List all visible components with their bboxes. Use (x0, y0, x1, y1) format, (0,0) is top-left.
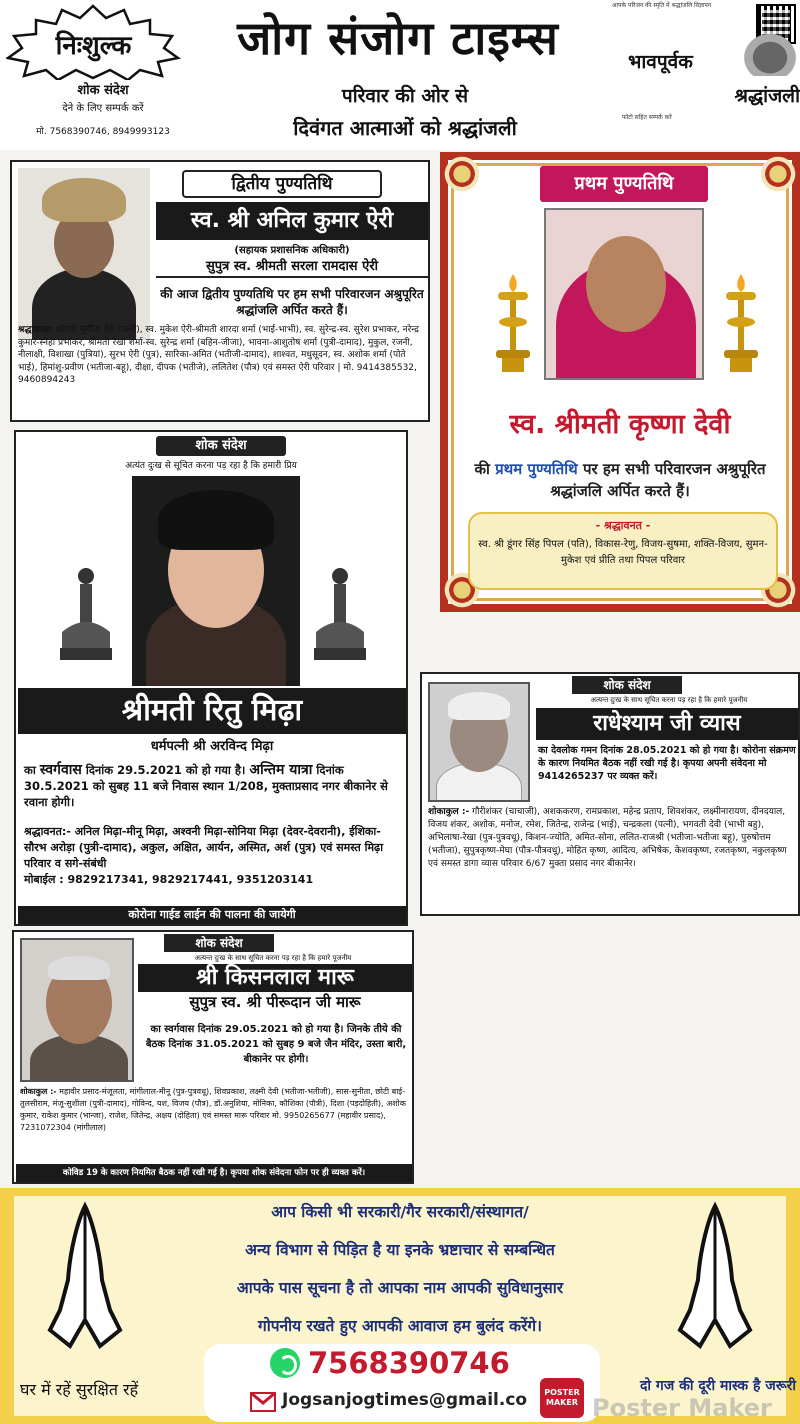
masthead-header (0, 0, 800, 150)
death-notice: का देवलोक गमन दिनांक 28.05.2021 को हो गया है। कोरोना संक्रमण के कारण नियमित बैठक नहीं रखी गई है। कृपया अपनी संवेदना मो 9414265237 पर व्यक्त करें। (538, 745, 796, 782)
condolence-heading: शोक संदेश (572, 676, 682, 694)
header-right-footer: फोटो सहित सम्पर्क करें (622, 114, 672, 121)
intro-line: अत्यंत दुःख से सूचित करना पड़ रहा है कि हमारी प्रिय (125, 461, 297, 471)
deceased-name: श्रीमती रितु मिढ़ा (18, 688, 406, 734)
yatra-details: दिनांक 30.5.2021 को सुबह 11 बजे निवास स्थान 1/208, मुक्ताप्रसाद नगर बीकानेर से रवाना होगी। (24, 763, 388, 809)
portrait-photo (428, 682, 530, 802)
spouse-line: धर्मपत्नी श्री अरविन्द मिढ़ा (150, 739, 274, 754)
covid-notice: कोविड 19 के कारण नियमित बैठक नहीं रखी गई है। कृपया शोक संवेदना फोन पर ही व्यक्त करें। (16, 1164, 412, 1182)
death-date: दिनांक 29.5.2021 को हो गया है। (85, 763, 246, 777)
gmail-icon (250, 1392, 276, 1412)
death-notice (24, 762, 402, 810)
msg-prefix: की (474, 460, 490, 478)
covid-notice: कोरोना गाईड लाईन की पालना की जायेगी (18, 906, 406, 924)
deity-statue-icon (310, 562, 370, 662)
obituary-kisanlal-maru (12, 930, 414, 1184)
free-badge (6, 4, 181, 80)
obituary-radheshyam-vyas (420, 672, 800, 916)
tagline-2: दिवंगत आत्माओं को श्रद्धांजली (293, 116, 517, 140)
poster-maker-logo: POSTER MAKER (540, 1378, 584, 1418)
distance-slogan: दो गज की दूरी मास्क है जरूरी (640, 1378, 796, 1394)
portrait-photo (18, 168, 150, 340)
family-list (428, 806, 798, 871)
condolence-heading: शोक संदेश (164, 934, 274, 952)
condolence-heading: शोक संदेश (156, 436, 286, 456)
appeal-line-2: अन्य विभाग से पिड़ित है या इनके भ्रष्टाचार से सम्बन्धित (245, 1241, 555, 1259)
family-label: शोकाकुल :- (20, 1087, 57, 1096)
shok-note: देने के लिए सम्पर्क करें (62, 103, 144, 114)
contact-email[interactable]: Jogsanjogtimes@gmail.co (282, 1390, 528, 1410)
family-names: अनिल मिढ़ा-मीनू मिढ़ा, अश्वनी मिढ़ा-सोनिया मिढ़ा (देवर-देवरानी), ईशिका-सौरभ अरोड़ा (पुत्री-दामाद), अकुल, अक्षित, आर्यन, अस्मित, अर्श (पुत्र) एवं समस्त मिढ़ा परिवार व सगे-संबंधी (24, 825, 384, 870)
tribute-word-1: भावपूर्वक (628, 51, 693, 73)
family-list (24, 824, 402, 888)
ornament-icon (442, 154, 482, 194)
oil-lamp-icon (716, 270, 766, 378)
folded-hands-icon (30, 1200, 140, 1350)
deceased-name: राधेश्याम जी व्यास (536, 708, 798, 740)
appeal-line-4: गोपनीय रखते हुए आपकी आवाज हम बुलंद करेंगे। (257, 1317, 543, 1335)
family-names: महावीर प्रसाद-मंजूलता, मांगीलाल-मीनू (पुत्र-पुत्रवधू), शिवप्रकाश, लक्ष्मी देवी (भतीजा-भतीजी), सास-सुनीता, छोटी बाई-तुलसीराम, मंजू-सुशीला (पुत्री-दामाद), गोविन्द, यश, विजय (पौत्र), डॉ.अनुशिया, मोनिका, कौशिका (पौत्री), दिशा (पड़दोहिती), अशोक कुमार, राकेश कुमार (भान्जा), राजेश, जितेन्द्र, अक्षय (दोहिता) एवं समस्त मारू परिवार मो. 9950265677 (महावीर प्रसाद), 7231072304 (मांगीलाल) (20, 1087, 406, 1132)
stay-safe-slogan: घर में रहें सुरक्षित रहें (20, 1380, 139, 1399)
parentage: सुपुत्र स्व. श्री पीरूदान जी मारू (189, 993, 361, 1011)
portrait-photo (132, 476, 300, 686)
msg-rest: पर हम सभी परिवारजन अश्रुपूरित श्रद्धांजलि अर्पित करते हैं। (550, 460, 766, 500)
appeal-line-3: आपके पास सूचना है तो आपका नाम आपकी सुविधानुसार (236, 1279, 564, 1297)
anniversary-heading: द्वितीय पुण्यतिथि (182, 170, 382, 198)
folded-hands-icon (660, 1200, 770, 1350)
free-label: निःशुल्क (55, 31, 132, 61)
family-label: श्रद्धावनत: (18, 325, 53, 335)
tagline-1: परिवार की ओर से (341, 85, 469, 107)
oil-lamp-icon (488, 270, 538, 378)
contact-phone[interactable]: 7568390746 (308, 1346, 510, 1380)
obituary-anil-kumar (10, 160, 430, 422)
obituary-ritu-midha (14, 430, 408, 926)
portrait-photo (20, 938, 134, 1082)
intro-line: अत्यन्त दुःख के साथ सूचित करना पड़ रहा है कि हमारे पूजनीय (590, 696, 748, 704)
yatra-word: अन्तिम यात्रा (249, 762, 313, 778)
portrait-photo (544, 208, 704, 380)
appeal-line-1: आप किसी भी सरकारी/गैर सरकारी/संस्थागत/ (271, 1203, 529, 1221)
deity-statue-icon (56, 562, 116, 662)
family-names: गौरीशंकर (चाचाजी), अशककरण, रामप्रकाश, महेन्द्र प्रताप, शिवशंकर, लक्ष्मीनारायण, दीनदयाल, विजय शंकर, अशोक, मनोज, रमेश, जितेन्द्र, राजेन्द्र (भाई), चन्द्रकला (पत्नी), भगवती देवी (भाभी बहु), अभिलाषा-रेखा (पुत्र-पुत्रवधू), किशन-ज्योति, अमित-सोना, ललित-राजश्री (भतीजा-भतीजा बहू), पुरुषोत्तम (भतीजा), सुपुत्रकृष्ण-मेघा (पौत्र-पौत्रवधू), मोहित कृष्ण, आदित्य, अभिषेक, केशवकृष्ण, रजतकृष्ण, नकुलकृष्ण एवं समस्त डागा व्यास परिवार 6/67 मुक्ता प्रसाद नगर बीकानेर। (428, 807, 787, 869)
tribute-word-2: श्रद्धांजली (734, 85, 800, 107)
deceased-name: स्व. श्री अनिल कुमार ऐरी (156, 202, 428, 240)
family-names: श्रीमती सुनीता ऐरी (पत्नी), स्व. मुकेश ऐरी-श्रीमती शारदा शर्मा (भाई-भाभी), स्व. सुरेन्द्र-स्व. सुरेश प्रभाकर, नरेन्द्र कुमार-स्नेहा प्रभाकर, श्रीमती रेखा शर्मा-स्व. सुरेन्द्र शर्मा (बहिन-जीजा), भावना-आशुतोष शर्मा (पुत्री-दामाद), मुकुल, रजनी, नीलाक्षी, विशाखा (पुत्रियां), सुरभ ऐरी (पुत्र), सारिका-अमित (भतीजी-दामाद), शाश्वत, मधुसूदन, स्व. अशोक शर्मा (पोते भाई), हिमांशु-प्रवीण (भतीजा-बहू), दीक्षा, दीपक (भतीजे), ललितेश (पौत्र) एवं समस्त ऐरी परिवार | मो. 9414385532, 9460894243 (18, 325, 419, 385)
mobile-numbers: मोबाईल : 9829217341, 9829217441, 9351203141 (24, 873, 314, 886)
shok-contact-block (18, 80, 188, 137)
obituary-krishna-devi (440, 152, 800, 612)
parentage: सुपुत्र स्व. श्रीमती सरला रामदास ऐरी (156, 256, 428, 278)
designation: (सहायक प्रशासनिक अधिकारी) (234, 245, 350, 256)
death-word: स्वर्गवास (39, 762, 82, 778)
ornament-icon (758, 154, 798, 194)
deceased-name: श्री किसनलाल मारू (138, 964, 412, 992)
deceased-name: स्व. श्रीमती कृष्णा देवी (509, 409, 731, 440)
family-names: स्व. श्री डूंगर सिंह पिपल (पति), विकास-रेणु, विजय-सुषमा, शक्ति-विजय, सुमन-मुकेश एवं प्रीति तथा पिपल परिवार (478, 539, 768, 566)
death-prefix: का (24, 763, 36, 777)
family-label: शोकाकुल :- (428, 807, 470, 817)
header-right-note: आपके परिजन की स्मृति में श्रद्धांजलि विज्ञापन (612, 2, 712, 9)
msg-highlight: प्रथम पुण्यतिथि (495, 460, 578, 478)
header-phones: मो. 7568390746, 8949993123 (36, 127, 170, 137)
watermark: Poster Maker (592, 1394, 772, 1422)
death-notice: का स्वर्गवास दिनांक 29.05.2021 को हो गया है। जिनके तीये की बैठक दिनांक 31.05.2021 को सुबह 9 बजे जैन मंदिर, उस्ता बारी, बीकानेर पर होगी। (145, 1024, 407, 1065)
tribute-message (454, 458, 786, 502)
intro-line: अत्यन्त दुःख के साथ सूचित करना पड़ रहा है कि हमारे पूजनीय (194, 954, 352, 962)
whatsapp-icon (270, 1348, 300, 1378)
newspaper-title: जोग संजोग टाइम्स (237, 11, 559, 65)
tribute-message: की आज द्वितीय पुण्यतिथि पर हम सभी परिवारजन अश्रुपूरित श्रद्धांजलि अर्पित करते हैं। (160, 287, 424, 317)
family-panel (468, 512, 778, 590)
family-label: - श्रद्धावनत - (595, 519, 651, 532)
flower-icon (740, 30, 800, 76)
family-label: श्रद्धावनत:- (24, 825, 71, 838)
family-list (18, 324, 424, 387)
anniversary-heading: प्रथम पुण्यतिथि (540, 166, 708, 202)
shok-label: शोक संदेश (77, 83, 129, 98)
family-list (20, 1086, 412, 1134)
